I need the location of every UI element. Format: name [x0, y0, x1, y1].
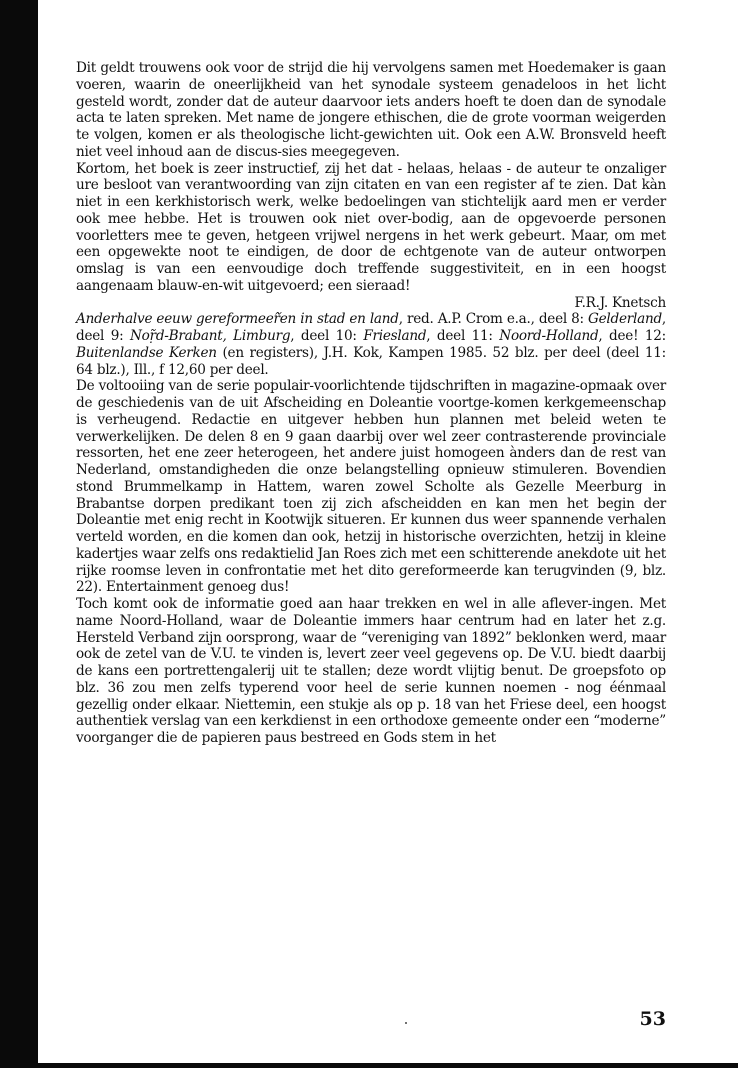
reviewer-signature: F.R.J. Knetsch — [574, 294, 666, 311]
citation-editor: , red. A.P. Crom e.a., deel 8: — [398, 311, 589, 328]
book-citation — [76, 311, 666, 378]
scan-speck — [405, 1022, 407, 1024]
citation-volume-12: Buitenlandse Kerken — [76, 344, 217, 361]
citation-sep-10: , deel 10: — [290, 328, 364, 344]
citation-volume-10: Friesland — [363, 328, 427, 344]
page-body — [76, 60, 666, 747]
citation-title: Anderhalve eeuw gereformeer — [76, 311, 280, 328]
citation-volume-8: Gelderland — [588, 311, 662, 328]
citation-volume-9-garbled: ṛ̃ — [149, 328, 156, 344]
citation-title-garbled: ᷉en — [279, 311, 297, 328]
scan-border-left — [0, 0, 38, 1068]
review-paragraph-1: De voltooiing van de serie populair-voorlichtende tijdschriften in magazine-opmaak over de geschiedenis van de uit Afscheiding en Doleantie voortge-komen kerkgemeenschap is verheugend. Redactie en uitgever hebben hun plannen met beleid weten te verwerkelijken. De delen 8 en 9 gaan daarbij over wel zeer contrasterende provinciale ressorten, het ene zeer heterogeen, het andere juist homogeen ànders dan de rest van Nederland, omstandigheden die onze belangstelling opnieuw stimuleren. Bovendien stond Brummelkamp in Hattem, waren zowel Scholte als Gezelle Meerburg in Brabantse dorpen predikant toen zij zich afscheidden en kan men het begin der Doleantie met enig recht in Kootwijk situeren. Er kunnen dus weer spannende verhalen verteld worden, en die komen dan ook, hetzij in historische overzichten, hetzij in kleine kadertjes waar zelfs ons redaktielid Jan Roes zich met een schitterende anekdote uit het rijke roomse leven in confrontatie met het dito gereformeerde kan terugvinden (9, blz. 22). Entertainment genoeg dus! — [76, 378, 666, 596]
previous-review-paragraph-2: Kortom, het boek is zeer instructief, zij het dat - helaas, helaas - de auteur te onzaliger ure besloot van verantwoording van zijn citaten en van een register af te zien. Dat kàn niet in een kerkhistorisch werk, welke bedoelingen van stichtelijk aard men er verder ook mee hebbe. Het is trouwen ook niet over-bodig, aan de opgevoerde personen voorletters mee te geven, hetgeen vrijwel nergens in het werk gebeurt. Maar, om met een opgewekte noot te eindigen, de door de echtgenote van de auteur ontworpen omslag is van een eenvoudige doch treffende suggestiviteit, en in een hoogst aangenaam blauw-en-wit uitgevoerd; een sieraad! — [76, 160, 666, 294]
citation-publication-details: (en registers), J.H. Kok, Kampen 1985. 52 blz. per deel (deel 11: 64 blz.), Ill., f 12,60 per deel. — [76, 344, 666, 378]
page-number: 53 — [639, 1008, 666, 1030]
citation-volume-9-a: No — [129, 328, 150, 344]
citation-title-end: in stad en land — [296, 311, 399, 328]
citation-sep-12: , dee! 12: — [598, 328, 666, 344]
citation-sep-9: , deel 9: — [76, 311, 666, 344]
citation-volume-9-b: d-Brabant, Limburg — [155, 328, 291, 344]
review-paragraph-2: Toch komt ook de informatie goed aan haar trekken en wel in alle aflever-ingen. Met name Noord-Holland, waar de Doleantie immers haar centrum had en later het z.g. Hersteld Verband zijn oorsprong, waar de “vereniging van 1892” beklonken werd, maar ook de zetel van de V.U. te vinden is, levert zeer veel gegevens op. De V.U. biedt daarbij de kans een portrettengalerij uit te stallen; deze wordt vlijtig benut. De groepsfoto op blz. 36 zou men zelfs typerend voor heel de serie kunnen noemen - nog éénmaal gezellig onder elkaar. Niettemin, een stukje als op p. 18 van het Friese deel, een hoogst authentiek verslag van een kerkdienst in een orthodoxe gemeente onder een “moderne” voorganger die de papieren paus bestreed en Gods stem in het — [76, 596, 666, 746]
previous-review-paragraph-1: Dit geldt trouwens ook voor de strijd die hij vervolgens samen met Hoedemaker is gaan voeren, waarin de oneerlijkheid van het synodale systeem genadeloos in het licht gesteld wordt, zonder dat de auteur daarvoor iets anders hoeft te doen dan de synodale acta te laten spreken. Met name de jongere ethischen, die de grote voorman weigerden te volgen, komen er als theologische licht-gewichten uit. Ook een A.W. Bronsveld heeft niet veel inhoud aan de discus-sies meegegeven. — [76, 60, 666, 160]
citation-volume-11: Noord-Holland — [499, 328, 599, 344]
scan-border-bottom — [0, 1063, 738, 1068]
citation-sep-11: , deel 11: — [426, 328, 500, 344]
